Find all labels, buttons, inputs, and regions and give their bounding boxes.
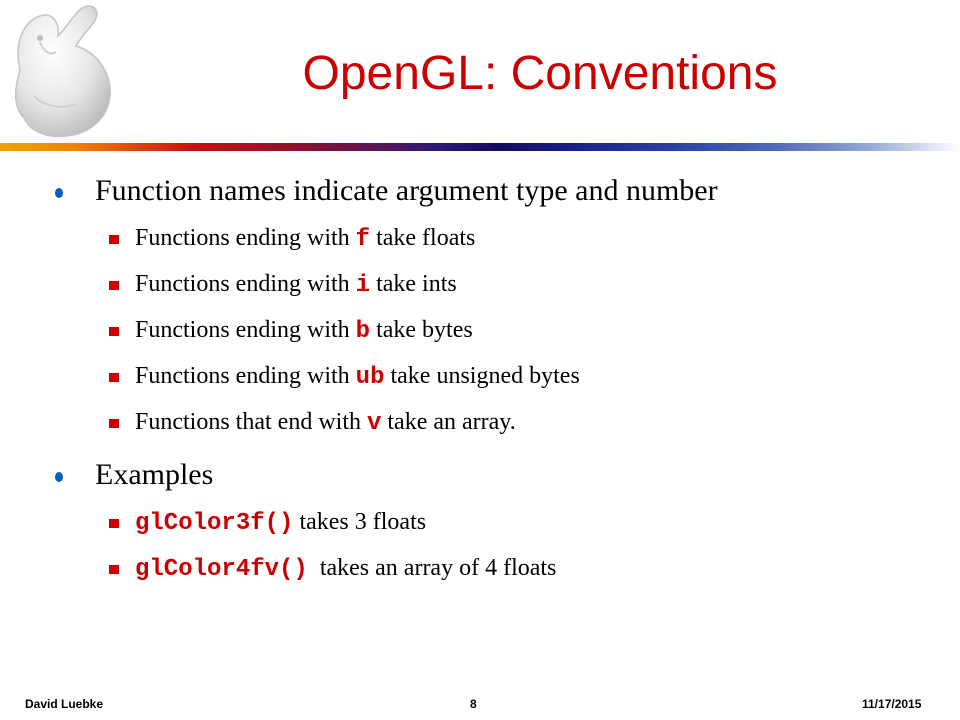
sub-bullet-glcolor4fv [135, 553, 556, 585]
sub-bullet-post: take bytes [370, 317, 473, 343]
bullet-text: Examples [95, 458, 214, 491]
sub-bullet-ints [135, 269, 457, 301]
sub-bullet-floats [135, 223, 475, 255]
square-bullet-icon [109, 235, 119, 244]
sub-bullet-code: i [355, 272, 371, 299]
sub-bullet-code: v [366, 410, 382, 437]
sub-bullet-code: ub [355, 364, 385, 391]
bullet-function-names [95, 173, 718, 209]
footer-date: 11/17/2015 [862, 697, 922, 711]
sub-bullet-glcolor3f [135, 507, 426, 539]
square-bullet-icon [109, 565, 119, 574]
sub-bullet-pre: Functions ending with [135, 271, 356, 297]
slide-title: OpenGL: Conventions [302, 47, 778, 100]
square-bullet-icon [109, 281, 119, 290]
sub-bullet-post: take floats [370, 225, 476, 251]
sub-bullet-post: take unsigned bytes [384, 363, 580, 389]
sub-bullet-post: takes 3 floats [293, 509, 427, 535]
sub-bullet-bytes [135, 315, 473, 347]
square-bullet-icon [109, 519, 119, 528]
square-bullet-icon [109, 419, 119, 428]
square-bullet-icon [109, 373, 119, 382]
bullet-examples [95, 457, 213, 493]
sub-bullet-code: f [355, 226, 371, 253]
sub-bullet-array [135, 407, 516, 439]
sub-bullet-pre: Functions ending with [135, 317, 356, 343]
sub-bullet-code: glColor4fv() [135, 556, 308, 583]
round-bullet-icon [55, 472, 63, 482]
bullet-text: Function names indicate argument type and number [95, 174, 718, 207]
square-bullet-icon [109, 327, 119, 336]
sub-bullet-post: take an array. [381, 409, 516, 435]
footer-page-number: 8 [470, 697, 477, 711]
sub-bullet-pre: Functions that end with [135, 409, 367, 435]
sub-bullet-unsigned-bytes [135, 361, 580, 393]
sub-bullet-code: glColor3f() [135, 510, 294, 537]
sub-bullet-pre: Functions ending with [135, 225, 356, 251]
footer-author: David Luebke [25, 697, 104, 711]
sub-bullet-code: b [355, 318, 371, 345]
sub-bullet-post: takes an array of 4 floats [307, 555, 557, 581]
sub-bullet-post: take ints [370, 271, 457, 297]
sub-bullet-pre: Functions ending with [135, 363, 356, 389]
round-bullet-icon [55, 188, 63, 198]
